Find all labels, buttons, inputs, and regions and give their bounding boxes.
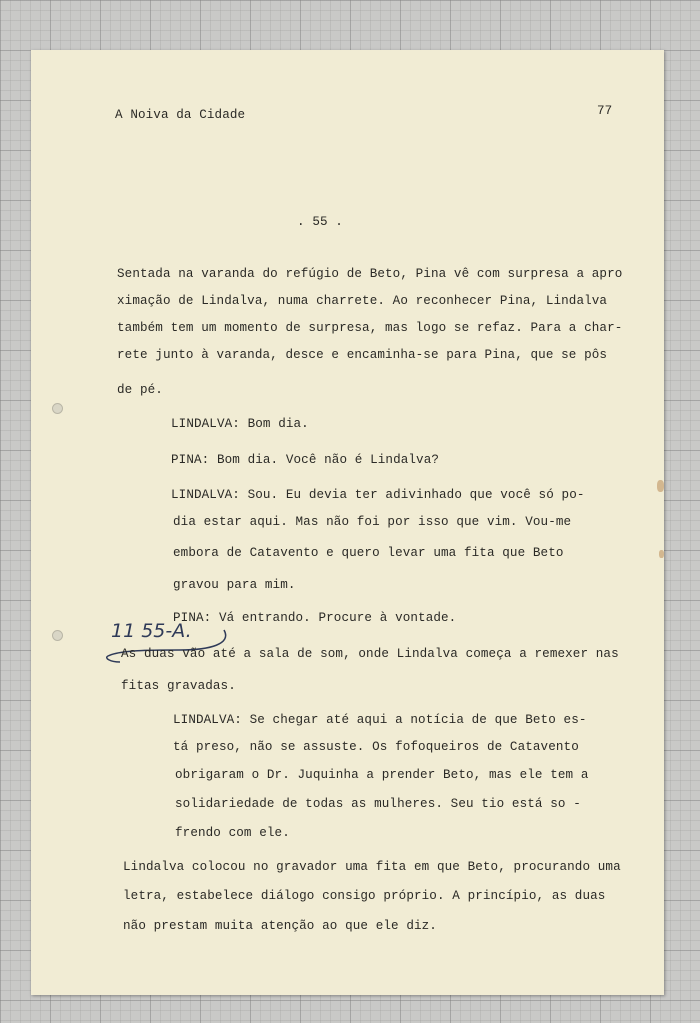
dialogue-line: PINA: Vá entrando. Procure à vontade. (173, 611, 457, 625)
punch-hole-top (52, 403, 63, 414)
page-number: 77 (597, 104, 613, 118)
paragraph-line: ximação de Lindalva, numa charrete. Ao reconhecer Pina, Lindalva (117, 294, 608, 308)
dialogue-line: LINDALVA: Sou. Eu devia ter adivinhado que você só po- (171, 488, 585, 502)
dialogue-line: LINDALVA: Se chegar até aqui a notícia de que Beto es- (173, 713, 587, 727)
dialogue-line: gravou para mim. (173, 578, 296, 592)
dialogue-line: embora de Catavento e quero levar uma fita que Beto (173, 546, 564, 560)
paragraph-line: letra, estabelece diálogo consigo próprio. A princípio, as duas (123, 889, 606, 903)
paragraph-line: Lindalva colocou no gravador uma fita em que Beto, procurando uma (123, 860, 621, 874)
rust-stain (659, 550, 664, 558)
handwritten-note: 11 55-A. (111, 620, 192, 642)
paragraph-line: de pé. (117, 383, 163, 397)
dialogue-line: LINDALVA: Bom dia. (171, 417, 309, 431)
dialogue-line: frendo com ele. (175, 826, 290, 840)
dialogue-line: obrigaram o Dr. Juquinha a prender Beto, mas ele tem a (175, 768, 589, 782)
scene-number: . 55 . (297, 215, 343, 229)
paragraph-line: rete junto à varanda, desce e encaminha-se para Pina, que se pôs (117, 348, 608, 362)
punch-hole-bottom (52, 630, 63, 641)
rust-stain (657, 480, 664, 492)
dialogue-line: solidariedade de todas as mulheres. Seu tio está so - (175, 797, 581, 811)
dialogue-line: PINA: Bom dia. Você não é Lindalva? (171, 453, 440, 467)
paragraph-line: Sentada na varanda do refúgio de Beto, Pina vê com surpresa a apro (117, 267, 623, 281)
dialogue-line: dia estar aqui. Mas não foi por isso que vim. Vou-me (173, 515, 572, 529)
paragraph-line: As duas vão até a sala de som, onde Lindalva começa a remexer nas (121, 647, 619, 661)
dialogue-line: tá preso, não se assuste. Os fofoqueiros de Catavento (173, 740, 579, 754)
paragraph-line: não prestam muita atenção ao que ele diz. (123, 919, 437, 933)
document-title: A Noiva da Cidade (115, 108, 246, 122)
paragraph-line: também tem um momento de surpresa, mas logo se refaz. Para a char- (117, 321, 623, 335)
paragraph-line: fitas gravadas. (121, 679, 236, 693)
